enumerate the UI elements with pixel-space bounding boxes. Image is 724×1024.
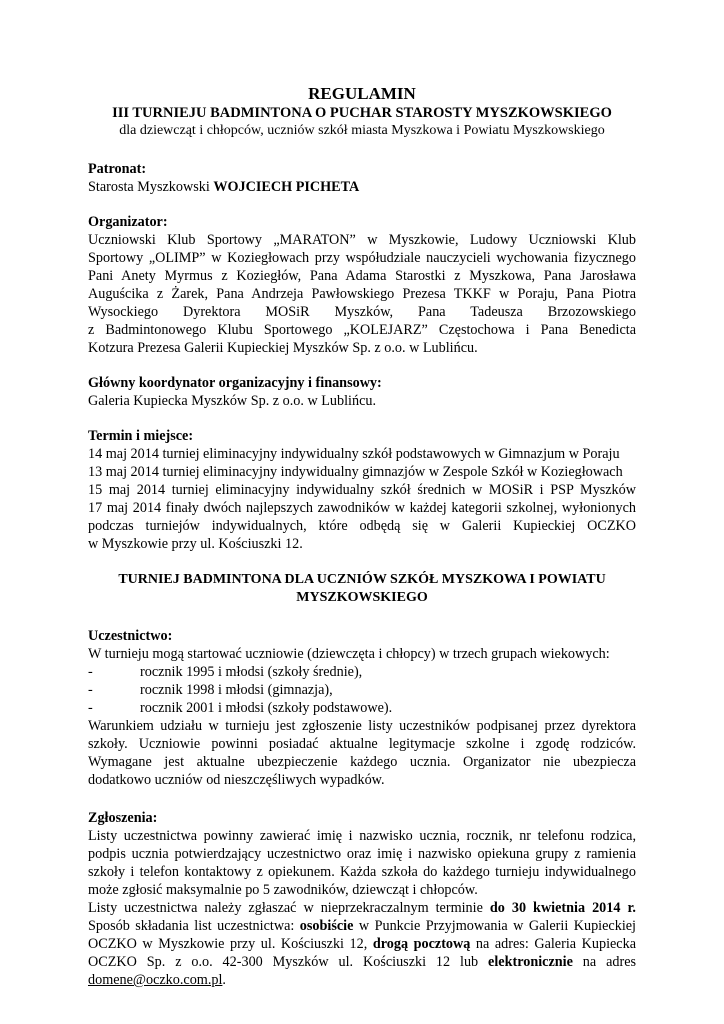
termin-line: w Myszkowie przy ul. Kościuszki 12. [88,536,303,552]
zgloszenia-section [88,809,636,989]
uczestnictwo-line: Wymagane jest aktualne ubezpieczenie każdego ucznia. Organizator nie ubezpiecza [88,754,636,770]
uczestnictwo-heading: Uczestnictwo: [88,628,173,644]
uczestnictwo-line: szkoły. Uczniowie powinni posiadać aktualne legitymacje szkolne i zgodę rodziców. [88,736,636,752]
list-item [88,681,636,699]
method-electronic: elektronicznie [488,954,573,970]
patronat-text [88,178,636,196]
post-suffix: na adres: Galeria Kupiecka [470,936,636,952]
deadline-date: do 30 kwietnia 2014 r. [489,900,636,916]
termin-line: 14 maj 2014 turniej eliminacyjny indywidualny szkół podstawowych w Gimnazjum w Poraju [88,446,620,462]
document-subtitle: III TURNIEJU BADMINTONA O PUCHAR STAROSTY MYSZKOWSKIEGO [112,105,612,121]
email-suffix: . [222,972,226,988]
list-dash: - [88,682,93,698]
list-item [88,699,636,717]
deadline-prefix: Listy uczestnictwa należy zgłaszać w nieprzekraczalnym terminie [88,900,490,916]
organizator-line: Pani Anety Myrmus z Koziegłów, Pana Adama Starostki z Myszkowa, Pana Jarosława [88,268,636,284]
organizator-line: Sportowy „OLIMP” w Koziegłowach przy współudziale nauczycieli wychowania fizycznego [88,250,636,266]
termin-line: podczas turniejów indywidualnych, które odbędą się w Galerii Kupieckiej OCZKO [88,518,636,534]
uczestnictwo-line: Warunkiem udziału w turnieju jest zgłoszenie listy uczestników podpisanej przez dyrektora [88,718,636,734]
organizator-line: Uczniowski Klub Sportowy „MARATON” w Myszkowie, Ludowy Uczniowski Klub [88,232,636,248]
zgloszenia-line: podpis ucznia potwierdzający uczestnictwo oraz imię i nazwisko opiekuna grupy z ramienia [88,846,636,862]
koordynator-text: Galeria Kupiecka Myszków Sp. z o.o. w Lublińcu. [88,393,377,409]
method-in-person: osobiście [299,918,354,934]
document-description: dla dziewcząt i chłopców, uczniów szkół miasta Myszkowa i Powiatu Myszkowskiego [119,123,605,138]
post-prefix: OCZKO w Myszkowie przy ul. Kościuszki 12, [88,936,373,952]
turniej-heading-line2: MYSZKOWSKIEGO [296,590,428,605]
termin-line: 15 maj 2014 turniej eliminacyjny indywidualny szkół średnich w MOSiR i PSP Myszków [88,482,636,498]
address-suffix: na adres [572,954,637,970]
list-item-text: rocznik 2001 i młodsi (szkoły podstawowe). [140,700,393,716]
list-item-text: rocznik 1998 i młodsi (gimnazja), [140,682,333,698]
zgloszenia-line: może zgłosić maksymalnie po 5 zawodników, dziewcząt i chłopców. [88,882,478,898]
zgloszenia-deadline [88,899,636,917]
organizator-heading: Organizator: [88,214,168,230]
list-item [88,663,636,681]
koordynator-heading: Główny koordynator organizacyjny i finansowy: [88,375,382,391]
list-item-text: rocznik 1995 i młodsi (szkoły średnie), [140,664,363,680]
koordynator-section [88,374,636,410]
zgloszenia-email-line [88,971,636,989]
turniej-heading-line1: TURNIEJ BADMINTONA DLA UCZNIÓW SZKÓŁ MYSZKOWA I POWIATU [118,572,606,587]
list-dash: - [88,700,93,716]
uczestnictwo-section [88,627,636,789]
method-post: drogą pocztową [372,936,471,952]
method-in-person-text: w Punkcie Przyjmowania w Galerii Kupieckiej [353,918,636,934]
list-dash: - [88,664,93,680]
zgloszenia-line: Listy uczestnictwa powinny zawierać imię i nazwisko ucznia, rocznik, nr telefonu rodzica, [88,828,636,844]
document-title: REGULAMIN [308,84,416,103]
organizator-section [88,213,636,357]
zgloszenia-post [88,935,636,953]
organizator-line: Auguścika z Żarek, Pana Andrzeja Pawłowskiego Prezesa TKKF w Poraju, Pana Piotra [88,286,636,302]
uczestnictwo-line: dodatkowo uczniów od nieszczęśliwych wypadków. [88,772,385,788]
organizator-line: Kotzura Prezesa Galerii Kupieckiej Myszków Sp. z o.o. w Lublińcu. [88,340,478,356]
patronat-section [88,160,636,196]
patronat-heading: Patronat: [88,161,147,177]
termin-heading: Termin i miejsce: [88,428,194,444]
zgloszenia-address [88,953,636,971]
email-link[interactable]: domene@oczko.com.pl [88,972,223,988]
patronat-name: WOJCIECH PICHETA [213,179,360,195]
organizator-line: z Badmintonowego Klubu Sportowego „KOLEJARZ” Częstochowa i Pana Benedicta [88,322,636,338]
zgloszenia-heading: Zgłoszenia: [88,810,158,826]
patronat-prefix: Starosta Myszkowski [88,179,214,195]
organizator-line: Wysockiego Dyrektora MOSiR Myszków, Pana Tadeusza Brzozowskiego [88,304,636,320]
termin-line: 17 maj 2014 finały dwóch najlepszych zawodników w każdej kategorii szkolnej, wyłonionych [88,500,636,516]
zgloszenia-line: szkoły i telefon kontaktowy z opiekunem. Każda szkoła do każdego turnieju indywidualnego [88,864,636,880]
uczestnictwo-intro: W turnieju mogą startować uczniowie (dziewczęta i chłopcy) w trzech grupach wiekowych: [88,646,610,662]
method-prefix: Sposób składania list uczestnictwa: [88,918,300,934]
termin-section [88,427,636,553]
turniej-heading [88,571,636,607]
termin-line: 13 maj 2014 turniej eliminacyjny indywidualny gimnazjów w Zespole Szkół w Koziegłowach [88,464,623,480]
address-prefix: OCZKO Sp. z o.o. 42-300 Myszków ul. Kościuszki 12 lub [88,954,489,970]
zgloszenia-method [88,917,636,935]
